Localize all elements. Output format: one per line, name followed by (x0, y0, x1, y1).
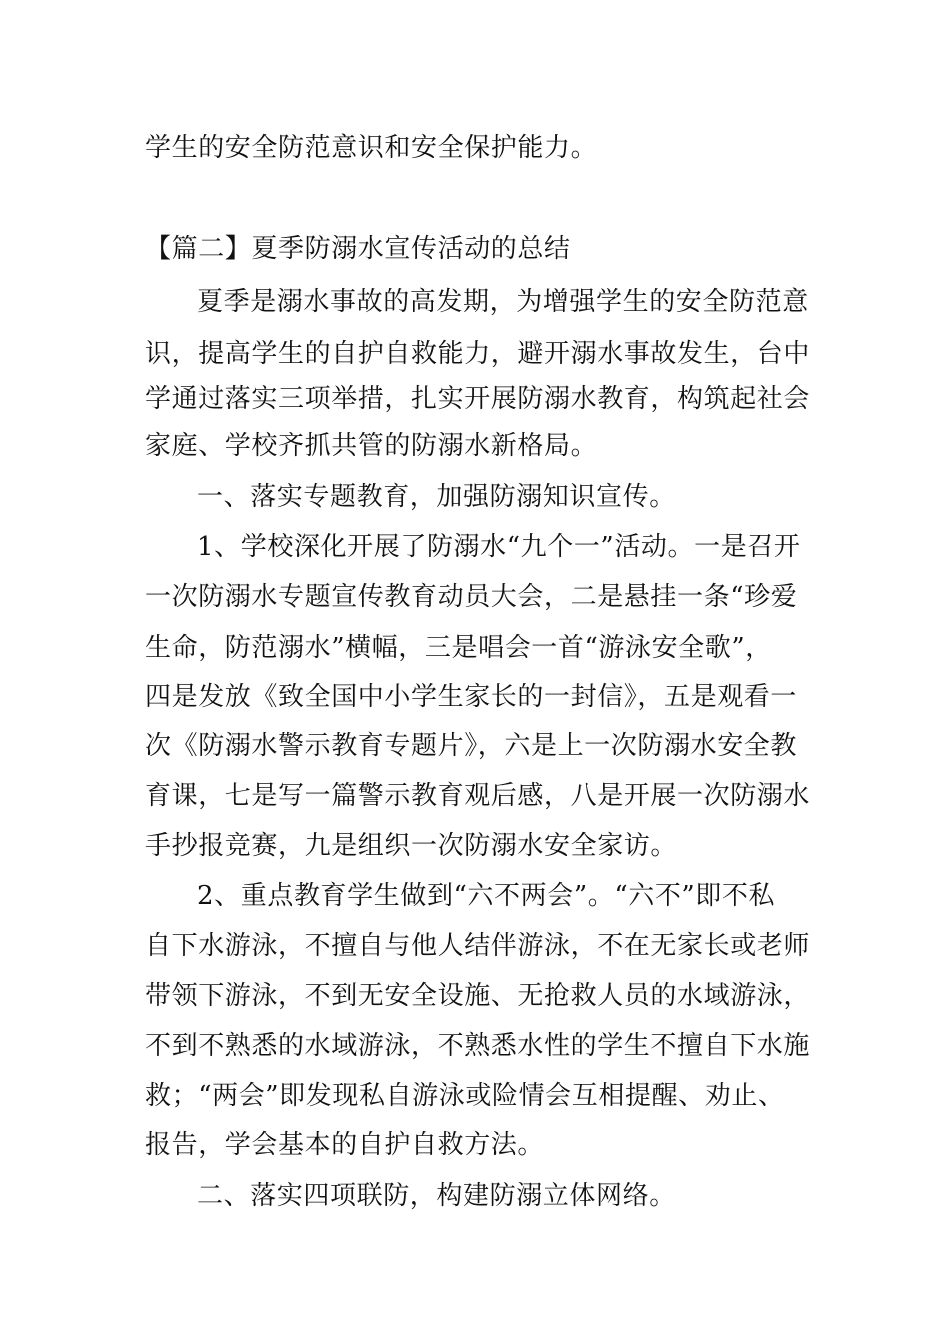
text-line: 次《防溺水警示教育专题片》，六是上一次防溺水安全教 (145, 731, 798, 761)
text-line: 生命，防范溺水”横幅，三是唱会一首“游泳安全歌”， (145, 633, 772, 663)
text-line: 学生的安全防范意识和安全保护能力。 (145, 133, 598, 163)
section-heading: 【篇二】夏季防溺水宣传活动的总结 (145, 234, 571, 264)
text-line: 自下水游泳，不擅自与他人结伴游泳，不在无家长或老师 (145, 931, 811, 961)
text-line: 手抄报竞赛，九是组织一次防溺水安全家访。 (145, 831, 678, 861)
text-line: 救；“两会”即发现私自游泳或险情会互相提醒、劝止、 (145, 1081, 785, 1111)
text-line: 学通过落实三项举措，扎实开展防溺水教育，构筑起社会 (145, 384, 811, 414)
text-line: 2、重点教育学生做到“六不两会”。“六不”即不私 (197, 881, 776, 911)
text-line: 育课，七是写一篇警示教育观后感，八是开展一次防溺水 (145, 781, 811, 811)
subheading: 一、落实专题教育，加强防溺知识宣传。 (197, 482, 676, 512)
subheading: 二、落实四项联防，构建防溺立体网络。 (197, 1181, 676, 1211)
text-line: 不到不熟悉的水域游泳，不熟悉水性的学生不擅自下水施 (145, 1031, 811, 1061)
text-line: 识，提高学生的自护自救能力，避开溺水事故发生，台中 (145, 339, 811, 369)
text-line: 夏季是溺水事故的高发期，为增强学生的安全防范意 (197, 287, 809, 317)
text-line: 1、学校深化开展了防溺水“九个一”活动。一是召开 (197, 532, 801, 562)
text-line: 四是发放《致全国中小学生家长的一封信》，五是观看一 (145, 682, 798, 712)
text-line: 报告，学会基本的自护自救方法。 (145, 1130, 545, 1160)
text-line: 家庭、学校齐抓共管的防溺水新格局。 (145, 431, 598, 461)
text-line: 一次防溺水专题宣传教育动员大会，二是悬挂一条“珍爱 (145, 582, 798, 612)
text-line: 带领下游泳，不到无安全设施、无抢救人员的水域游泳， (145, 981, 811, 1011)
